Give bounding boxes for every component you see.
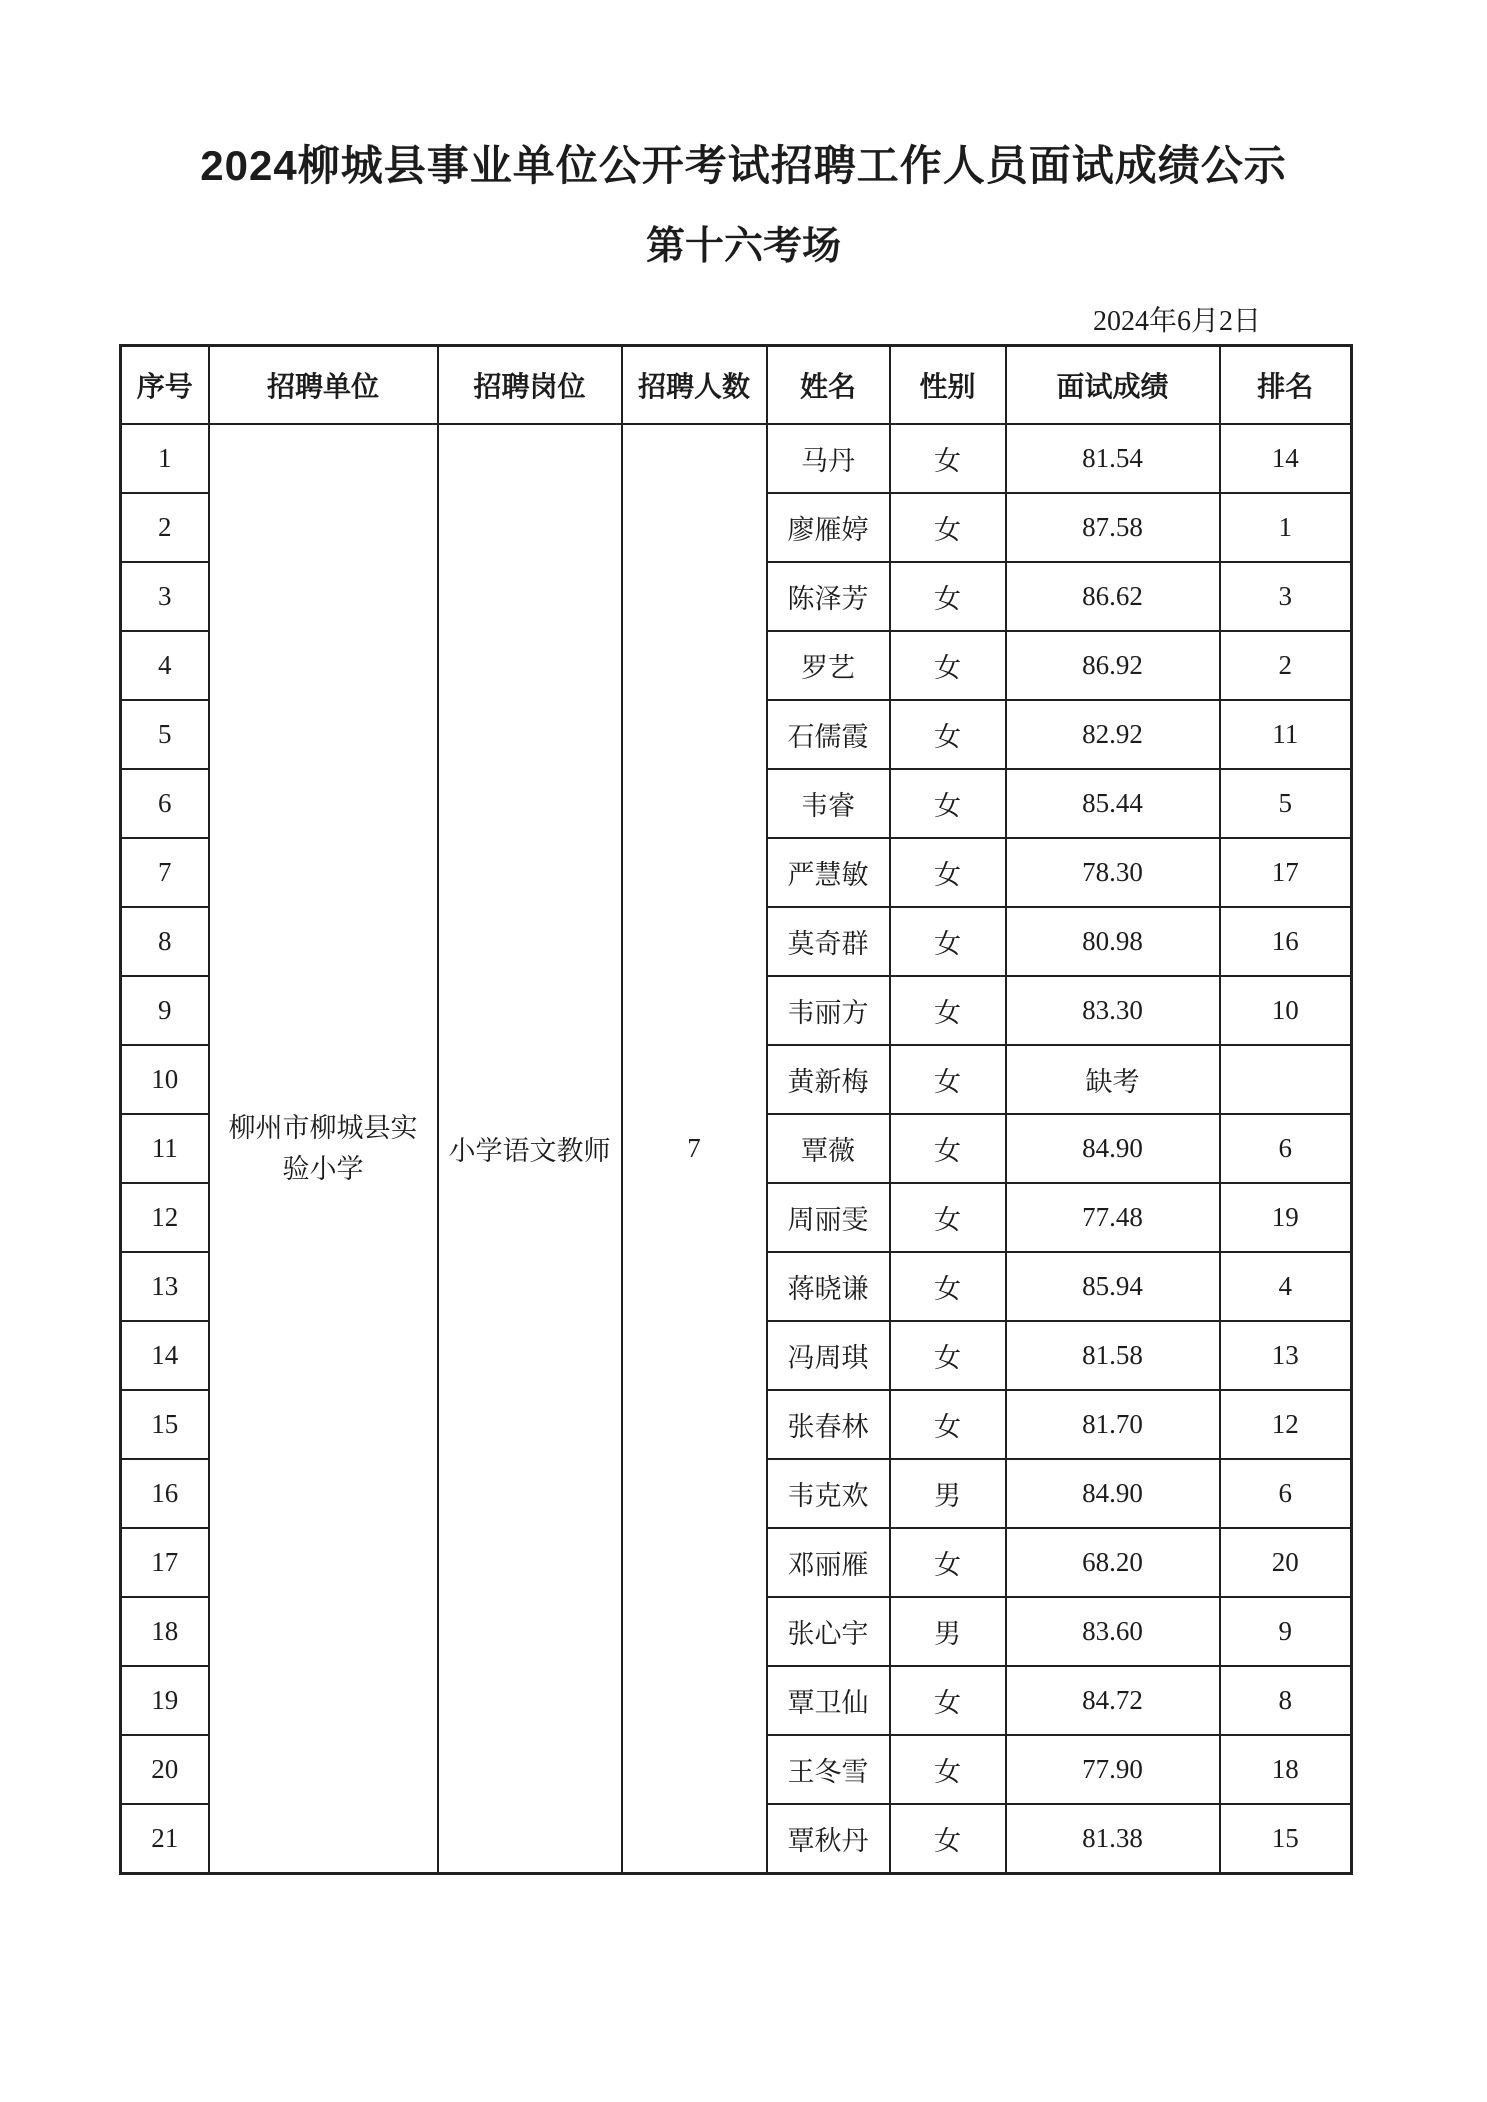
score-cell: 84.90 bbox=[1006, 1114, 1220, 1183]
name-cell: 莫奇群 bbox=[767, 907, 890, 976]
seq-cell: 7 bbox=[121, 838, 209, 907]
seq-cell: 4 bbox=[121, 631, 209, 700]
rank-cell: 11 bbox=[1220, 700, 1352, 769]
rank-cell: 18 bbox=[1220, 1735, 1352, 1804]
name-cell: 覃秋丹 bbox=[767, 1804, 890, 1874]
gender-cell: 男 bbox=[890, 1459, 1006, 1528]
rank-cell: 6 bbox=[1220, 1459, 1352, 1528]
gender-cell: 男 bbox=[890, 1597, 1006, 1666]
name-cell: 陈泽芳 bbox=[767, 562, 890, 631]
name-cell: 蒋晓谦 bbox=[767, 1252, 890, 1321]
seq-cell: 8 bbox=[121, 907, 209, 976]
rank-cell: 10 bbox=[1220, 976, 1352, 1045]
score-cell: 83.60 bbox=[1006, 1597, 1220, 1666]
rank-cell: 4 bbox=[1220, 1252, 1352, 1321]
rank-cell: 13 bbox=[1220, 1321, 1352, 1390]
gender-cell: 女 bbox=[890, 769, 1006, 838]
name-cell: 韦克欢 bbox=[767, 1459, 890, 1528]
header-seq: 序号 bbox=[121, 346, 209, 425]
name-cell: 韦丽方 bbox=[767, 976, 890, 1045]
gender-cell: 女 bbox=[890, 976, 1006, 1045]
rank-cell: 5 bbox=[1220, 769, 1352, 838]
name-cell: 石儒霞 bbox=[767, 700, 890, 769]
score-cell: 81.70 bbox=[1006, 1390, 1220, 1459]
score-cell: 68.20 bbox=[1006, 1528, 1220, 1597]
rank-cell: 9 bbox=[1220, 1597, 1352, 1666]
name-cell: 张心宇 bbox=[767, 1597, 890, 1666]
header-score: 面试成绩 bbox=[1006, 346, 1220, 425]
score-cell: 缺考 bbox=[1006, 1045, 1220, 1114]
seq-cell: 15 bbox=[121, 1390, 209, 1459]
rank-cell: 6 bbox=[1220, 1114, 1352, 1183]
score-cell: 77.90 bbox=[1006, 1735, 1220, 1804]
score-cell: 80.98 bbox=[1006, 907, 1220, 976]
seq-cell: 6 bbox=[121, 769, 209, 838]
gender-cell: 女 bbox=[890, 562, 1006, 631]
name-cell: 张春林 bbox=[767, 1390, 890, 1459]
recruit-post-cell: 小学语文教师 bbox=[438, 424, 622, 1874]
gender-cell: 女 bbox=[890, 1321, 1006, 1390]
name-cell: 冯周琪 bbox=[767, 1321, 890, 1390]
header-unit: 招聘单位 bbox=[209, 346, 438, 425]
seq-cell: 17 bbox=[121, 1528, 209, 1597]
gender-cell: 女 bbox=[890, 838, 1006, 907]
score-cell: 86.62 bbox=[1006, 562, 1220, 631]
gender-cell: 女 bbox=[890, 1045, 1006, 1114]
header-name: 姓名 bbox=[767, 346, 890, 425]
score-cell: 84.72 bbox=[1006, 1666, 1220, 1735]
score-cell: 83.30 bbox=[1006, 976, 1220, 1045]
rank-cell: 3 bbox=[1220, 562, 1352, 631]
gender-cell: 女 bbox=[890, 1114, 1006, 1183]
seq-cell: 16 bbox=[121, 1459, 209, 1528]
name-cell: 王冬雪 bbox=[767, 1735, 890, 1804]
seq-cell: 11 bbox=[121, 1114, 209, 1183]
seq-cell: 20 bbox=[121, 1735, 209, 1804]
score-cell: 81.38 bbox=[1006, 1804, 1220, 1874]
gender-cell: 女 bbox=[890, 1252, 1006, 1321]
score-table-header bbox=[121, 346, 1352, 425]
seq-cell: 5 bbox=[121, 700, 209, 769]
table-row bbox=[121, 424, 1352, 493]
name-cell: 马丹 bbox=[767, 424, 890, 493]
gender-cell: 女 bbox=[890, 1735, 1006, 1804]
gender-cell: 女 bbox=[890, 907, 1006, 976]
name-cell: 邓丽雁 bbox=[767, 1528, 890, 1597]
name-cell: 廖雁婷 bbox=[767, 493, 890, 562]
gender-cell: 女 bbox=[890, 424, 1006, 493]
rank-cell: 15 bbox=[1220, 1804, 1352, 1874]
rank-cell: 12 bbox=[1220, 1390, 1352, 1459]
seq-cell: 9 bbox=[121, 976, 209, 1045]
score-cell: 77.48 bbox=[1006, 1183, 1220, 1252]
seq-cell: 1 bbox=[121, 424, 209, 493]
score-cell: 82.92 bbox=[1006, 700, 1220, 769]
score-table bbox=[119, 344, 1353, 1875]
header-gender: 性别 bbox=[890, 346, 1006, 425]
document-date: 2024年6月2日 bbox=[1092, 306, 1261, 338]
seq-cell: 13 bbox=[121, 1252, 209, 1321]
name-cell: 韦睿 bbox=[767, 769, 890, 838]
rank-cell: 8 bbox=[1220, 1666, 1352, 1735]
gender-cell: 女 bbox=[890, 1804, 1006, 1874]
score-table-body bbox=[121, 424, 1352, 1874]
score-cell: 84.90 bbox=[1006, 1459, 1220, 1528]
seq-cell: 2 bbox=[121, 493, 209, 562]
seq-cell: 18 bbox=[121, 1597, 209, 1666]
rank-cell: 14 bbox=[1220, 424, 1352, 493]
score-cell: 85.94 bbox=[1006, 1252, 1220, 1321]
rank-cell: 20 bbox=[1220, 1528, 1352, 1597]
name-cell: 覃卫仙 bbox=[767, 1666, 890, 1735]
seq-cell: 21 bbox=[121, 1804, 209, 1874]
name-cell: 覃薇 bbox=[767, 1114, 890, 1183]
page-title: 2024柳城县事业单位公开考试招聘工作人员面试成绩公示 bbox=[200, 142, 1287, 189]
rank-cell: 1 bbox=[1220, 493, 1352, 562]
score-cell: 86.92 bbox=[1006, 631, 1220, 700]
rank-cell bbox=[1220, 1045, 1352, 1114]
seq-cell: 14 bbox=[121, 1321, 209, 1390]
seq-cell: 12 bbox=[121, 1183, 209, 1252]
name-cell: 周丽雯 bbox=[767, 1183, 890, 1252]
header-post: 招聘岗位 bbox=[438, 346, 622, 425]
score-cell: 87.58 bbox=[1006, 493, 1220, 562]
header-rank: 排名 bbox=[1220, 346, 1352, 425]
rank-cell: 19 bbox=[1220, 1183, 1352, 1252]
seq-cell: 10 bbox=[121, 1045, 209, 1114]
name-cell: 黄新梅 bbox=[767, 1045, 890, 1114]
gender-cell: 女 bbox=[890, 493, 1006, 562]
gender-cell: 女 bbox=[890, 1666, 1006, 1735]
name-cell: 罗艺 bbox=[767, 631, 890, 700]
rank-cell: 16 bbox=[1220, 907, 1352, 976]
score-cell: 78.30 bbox=[1006, 838, 1220, 907]
name-cell: 严慧敏 bbox=[767, 838, 890, 907]
page-subtitle: 第十六考场 bbox=[645, 225, 841, 269]
seq-cell: 3 bbox=[121, 562, 209, 631]
rank-cell: 2 bbox=[1220, 631, 1352, 700]
header-count: 招聘人数 bbox=[622, 346, 767, 425]
seq-cell: 19 bbox=[121, 1666, 209, 1735]
gender-cell: 女 bbox=[890, 631, 1006, 700]
gender-cell: 女 bbox=[890, 700, 1006, 769]
score-cell: 85.44 bbox=[1006, 769, 1220, 838]
gender-cell: 女 bbox=[890, 1390, 1006, 1459]
gender-cell: 女 bbox=[890, 1183, 1006, 1252]
rank-cell: 17 bbox=[1220, 838, 1352, 907]
score-cell: 81.54 bbox=[1006, 424, 1220, 493]
header-row bbox=[121, 346, 1352, 425]
recruit-unit-cell: 柳州市柳城县实验小学 bbox=[209, 424, 438, 1874]
score-cell: 81.58 bbox=[1006, 1321, 1220, 1390]
gender-cell: 女 bbox=[890, 1528, 1006, 1597]
recruit-count-cell: 7 bbox=[622, 424, 767, 1874]
